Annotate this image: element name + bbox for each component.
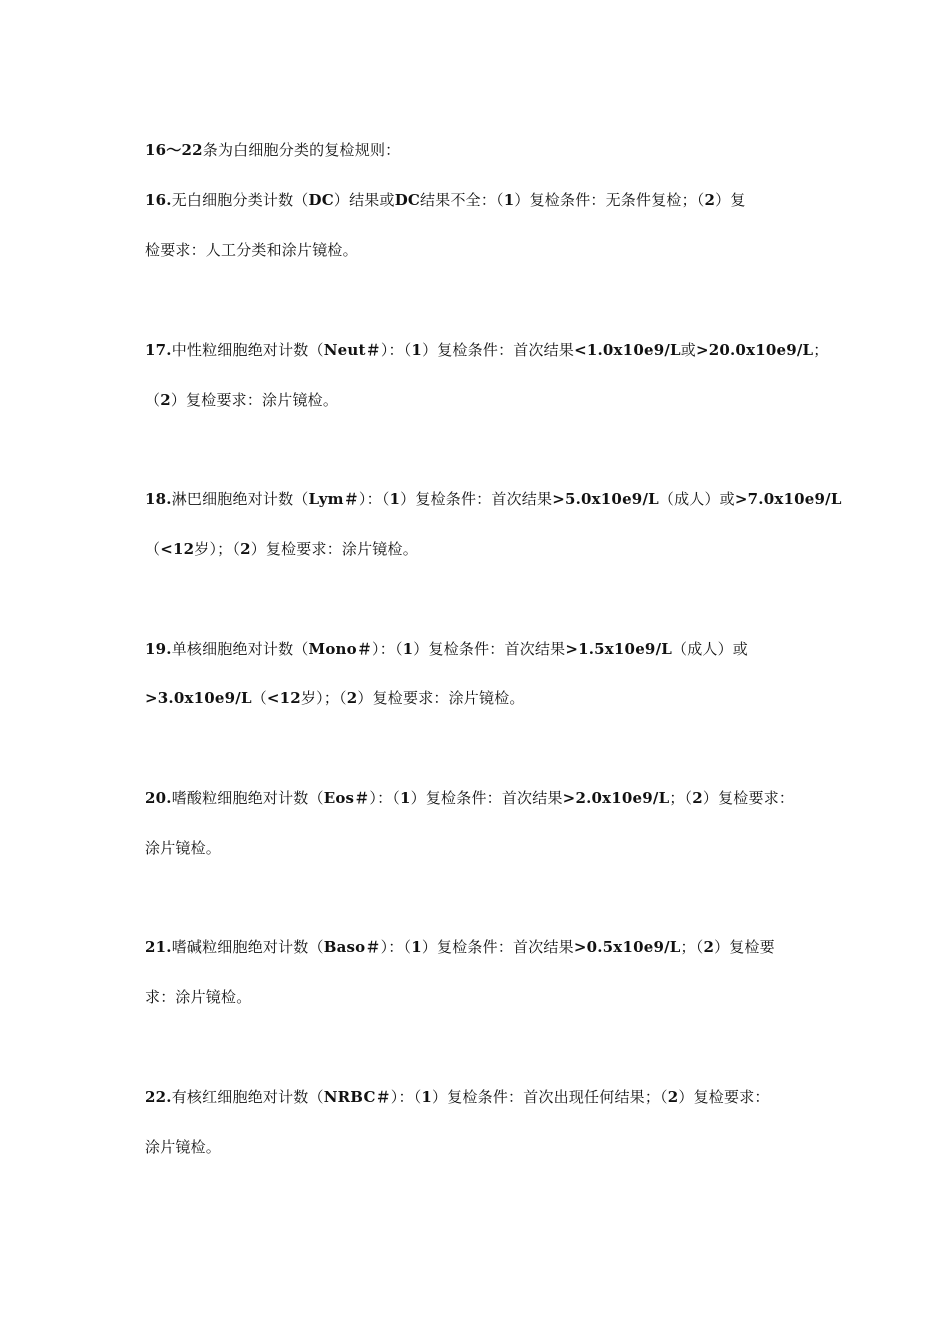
item-number: 1 bbox=[411, 938, 422, 956]
rule-text: ）复检要求：涂片镜检。 bbox=[357, 689, 525, 707]
rule-text: ）：（ bbox=[390, 1088, 422, 1106]
rule-text: （ bbox=[251, 689, 267, 707]
rule-text: ）复 bbox=[715, 191, 746, 209]
rule-19-line-1 bbox=[145, 639, 748, 659]
rule-text: ）复检条件：首次结果 bbox=[400, 490, 553, 508]
rule-text: ）：（ bbox=[372, 640, 403, 658]
item-number: 2 bbox=[160, 391, 171, 409]
rule-number: 18. bbox=[145, 490, 172, 508]
threshold-value: >1.5x10e9/L bbox=[565, 640, 672, 658]
rule-text: 无白细胞分类计数（ bbox=[171, 191, 309, 209]
rule-code: Eos＃ bbox=[323, 789, 370, 807]
age-value: <12 bbox=[160, 540, 195, 558]
rule-text: （ bbox=[145, 540, 161, 558]
rule-text: ）复检要求：涂片镜检。 bbox=[250, 540, 418, 558]
rule-code: DC bbox=[308, 191, 334, 209]
rule-number: 21. bbox=[145, 938, 172, 956]
rule-text: ）复检条件：首次结果 bbox=[422, 341, 575, 359]
rule-text: ）：（ bbox=[380, 938, 412, 956]
rule-text: ）：（ bbox=[380, 341, 412, 359]
threshold-value: >2.0x10e9/L bbox=[562, 789, 670, 807]
rule-22-line-1 bbox=[145, 1087, 770, 1107]
rule-text: ）复检条件：无条件复检；（ bbox=[514, 191, 705, 209]
item-number: 1 bbox=[400, 789, 411, 807]
rule-text: ）复检条件：首次结果 bbox=[410, 789, 563, 807]
item-number: 1 bbox=[389, 490, 401, 508]
rule-text: 嗜碱粒细胞绝对计数（ bbox=[171, 938, 324, 956]
rule-text: 淋巴细胞绝对计数（ bbox=[171, 490, 309, 508]
rule-code: Neut＃ bbox=[323, 341, 381, 359]
rule-text: ；（ bbox=[669, 789, 693, 807]
rule-text: （成人）或 bbox=[658, 490, 735, 508]
rule-text: ；（ bbox=[680, 938, 704, 956]
rule-text: ）：（ bbox=[358, 490, 390, 508]
rule-text: ）复检要求：涂片镜检。 bbox=[170, 391, 339, 409]
rule-16-line-2: 检要求：人工分类和涂片镜检。 bbox=[145, 241, 358, 259]
item-number: 2 bbox=[704, 191, 716, 209]
rule-code: Mono＃ bbox=[308, 640, 373, 658]
item-number: 1 bbox=[411, 341, 423, 359]
rule-22-line-2: 涂片镜检。 bbox=[145, 1138, 222, 1156]
item-number: 1 bbox=[503, 191, 515, 209]
item-number: 1 bbox=[421, 1088, 433, 1106]
threshold-value: >20.0x10e9/L bbox=[695, 341, 814, 359]
item-number: 2 bbox=[703, 938, 715, 956]
rule-text: ； bbox=[813, 341, 829, 359]
rule-text: ）复检要求： bbox=[678, 1088, 770, 1106]
rule-18-line-1 bbox=[145, 489, 842, 509]
rule-text: ）复检要 bbox=[714, 938, 775, 956]
rule-18-line-2 bbox=[145, 539, 418, 559]
item-number: 2 bbox=[346, 689, 358, 707]
age-value: <12 bbox=[266, 689, 301, 707]
rule-text: ）复检条件：首次结果 bbox=[413, 640, 566, 658]
rule-text: ）复检条件：首次结果 bbox=[421, 938, 574, 956]
rule-text: 岁）；（ bbox=[194, 540, 241, 558]
rule-text: 中性粒细胞绝对计数（ bbox=[171, 341, 324, 359]
rule-code: DC bbox=[394, 191, 421, 209]
threshold-value: >3.0x10e9/L bbox=[145, 689, 252, 707]
rule-text: 有核红细胞绝对计数（ bbox=[171, 1088, 324, 1106]
rule-code: Lym＃ bbox=[308, 490, 359, 508]
rule-20-line-1 bbox=[145, 788, 794, 808]
intro-line bbox=[145, 140, 400, 160]
rule-number: 19. bbox=[145, 640, 172, 658]
threshold-value: <1.0x10e9/L bbox=[574, 341, 681, 359]
rule-16-line-1 bbox=[145, 190, 746, 210]
rule-text: （成人）或 bbox=[672, 640, 749, 658]
intro-number: 16～22 bbox=[145, 141, 203, 159]
rule-21-line-1 bbox=[145, 937, 775, 957]
rule-code: Baso＃ bbox=[323, 938, 381, 956]
rule-number: 17. bbox=[145, 341, 172, 359]
item-number: 2 bbox=[692, 789, 703, 807]
rule-code: NRBC＃ bbox=[323, 1088, 391, 1106]
threshold-value: >0.5x10e9/L bbox=[573, 938, 681, 956]
rule-text: 或 bbox=[680, 341, 696, 359]
rule-text: 岁）；（ bbox=[300, 689, 347, 707]
item-number: 2 bbox=[667, 1088, 679, 1106]
rule-17-line-1 bbox=[145, 340, 829, 360]
rule-number: 16. bbox=[145, 191, 172, 209]
rule-text: 嗜酸粒细胞绝对计数（ bbox=[171, 789, 324, 807]
rule-text: 结果不全：（ bbox=[420, 191, 504, 209]
threshold-value: >5.0x10e9/L bbox=[552, 490, 659, 508]
rule-21-line-2: 求：涂片镜检。 bbox=[145, 988, 252, 1006]
rule-text: ）：（ bbox=[369, 789, 401, 807]
item-number: 1 bbox=[402, 640, 414, 658]
rule-17-line-2 bbox=[145, 390, 338, 410]
rule-text: 单核细胞绝对计数（ bbox=[171, 640, 309, 658]
rule-number: 22. bbox=[145, 1088, 172, 1106]
rule-20-line-2: 涂片镜检。 bbox=[145, 839, 222, 857]
rule-number: 20. bbox=[145, 789, 172, 807]
rule-19-line-2 bbox=[145, 688, 525, 708]
rule-text: ）结果或 bbox=[333, 191, 395, 209]
item-number: 2 bbox=[240, 540, 251, 558]
rule-text: ）复检条件：首次出现任何结果；（ bbox=[432, 1088, 668, 1106]
threshold-value: >7.0x10e9/L bbox=[734, 490, 842, 508]
rule-text: ）复检要求： bbox=[702, 789, 795, 807]
rule-text: （ bbox=[145, 391, 161, 409]
intro-text: 条为白细胞分类的复检规则： bbox=[202, 141, 401, 159]
